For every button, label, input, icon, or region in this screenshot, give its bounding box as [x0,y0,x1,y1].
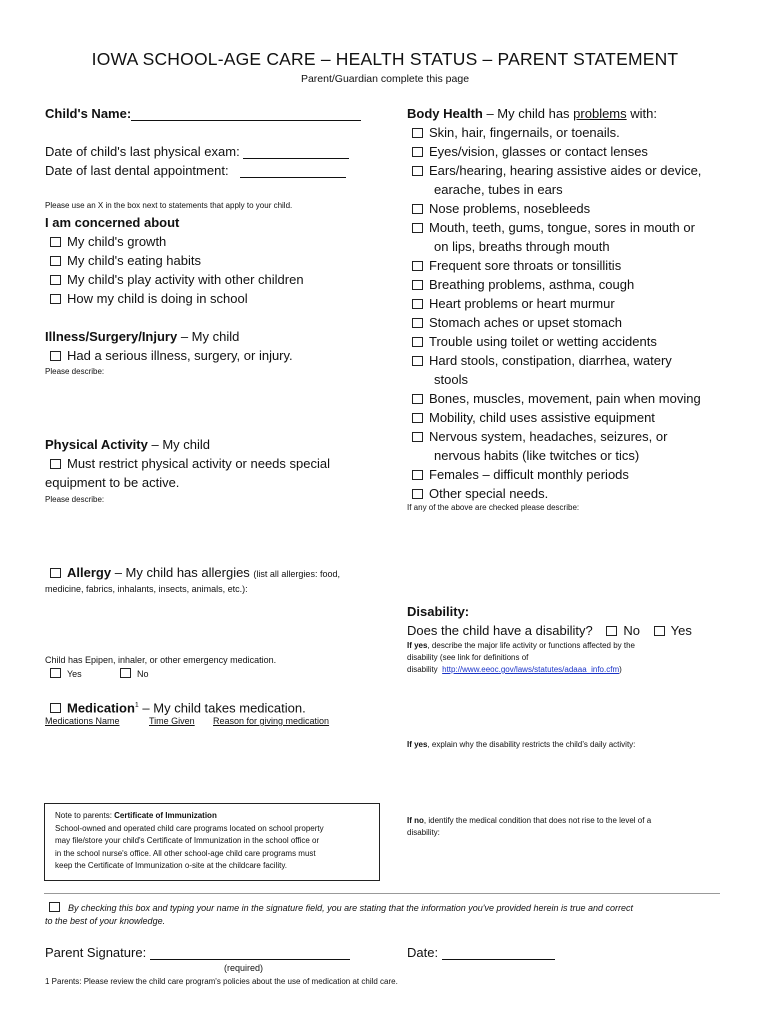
epipen-label: Child has Epipen, inhaler, or other emergency medication. [45,655,277,665]
body-health-checkbox[interactable] [412,413,423,423]
allergy-heading: Allergy [67,565,112,580]
body-health-checkbox[interactable] [412,204,423,214]
illness-describe-label: Please describe: [45,367,105,376]
med-col-name: Medications Name [45,716,120,726]
body-health-heading-row: Body Health – My child has problems with: [407,106,657,121]
body-health-checkbox[interactable] [412,489,423,499]
body-health-item: Trouble using toilet or wetting accidents [412,332,701,351]
med-col-reason: Reason for giving medication [213,716,330,726]
body-health-item: Heart problems or heart murmur [412,294,701,313]
epipen-no-option: No [120,668,149,681]
epipen-no-checkbox[interactable] [120,668,131,678]
body-health-item-continued: on lips, breaths through mouth [434,239,610,254]
medication-heading: Medication [67,700,135,716]
physical-exam-label: Date of child's last physical exam: [45,144,240,159]
body-health-item-continued: earache, tubes in ears [434,182,563,197]
page-subtitle: Parent/Guardian complete this page [300,73,470,85]
date-field[interactable] [442,946,555,960]
body-health-checkbox[interactable] [412,394,423,404]
allergy-checkbox[interactable] [50,568,61,578]
body-health-list [412,123,701,503]
physical-heading: Physical Activity [45,437,148,452]
concern-item: My child's play activity with other children [50,270,304,289]
med-col-time: Time Given [149,716,195,726]
dental-row [45,161,346,180]
dental-label: Date of last dental appointment: [45,163,229,178]
signature-row [45,943,350,962]
note-line: School-owned and operated child care programs located on school property [55,823,324,833]
attestation: By checking this box and typing your name in the signature field, you are stating that the information you've provided herein is true and correct to the best of your knowledge. [45,903,634,926]
concerned-heading: I am concerned about [45,215,180,230]
body-health-item-continued: stools [434,372,468,387]
childs-name-label: Child's Name: [45,106,132,121]
body-health-item: Nose problems, nosebleeds [412,199,701,218]
note-line: may file/store your child's Certificate of Immunization in the school office or [55,836,320,845]
concern-item: My child's eating habits [50,251,201,270]
epipen-yes-checkbox[interactable] [50,668,61,678]
body-health-item: Nervous system, headaches, seizures, or [412,427,701,446]
disability-heading: Disability: [407,604,470,619]
concern-item: How my child is doing in school [50,289,248,308]
body-health-checkbox[interactable] [412,261,423,271]
divider [44,893,720,894]
if-checked-describe: If any of the above are checked please describe: [407,503,580,512]
if-yes-explain: If yes, explain why the disability restricts the child’s daily activity: [407,740,636,749]
illness-item: Had a serious illness, surgery, or injury. [50,346,293,365]
physical-exam-row [45,142,349,161]
body-health-checkbox[interactable] [412,470,423,480]
signature-label: Parent Signature: [45,945,147,960]
childs-name-row [45,104,361,123]
physical-checkbox[interactable] [50,459,61,469]
required-note: (required) [224,963,264,973]
concern-growth-checkbox[interactable] [50,237,61,247]
note-title: Certificate of Immunization [114,811,217,820]
eeoc-link[interactable]: http://www.eeoc.gov/laws/statutes/adaaa_info.cfm [442,665,620,674]
body-health-checkbox[interactable] [412,356,423,366]
disability-question-row: Does the child have a disability? No Yes [407,623,692,638]
body-health-checkbox[interactable] [412,147,423,157]
childs-name-field[interactable] [131,107,361,121]
concern-school-checkbox[interactable] [50,294,61,304]
body-health-item: Frequent sore throats or tonsillitis [412,256,701,275]
footnote-ref: 1 [134,702,139,709]
body-health-checkbox[interactable] [412,128,423,138]
allergy-line2: medicine, fabrics, inhalants, insects, animals, etc.): [45,584,248,594]
body-health-item: Hard stools, constipation, diarrhea, watery [412,351,701,370]
physical-describe-label: Please describe: [45,495,105,504]
allergy-row: Allergy – My child has allergies (list all allergies: food, [50,563,340,584]
body-health-item: Skin, hair, fingernails, or toenails. [412,123,701,142]
body-health-item: Mouth, teeth, gums, tongue, sores in mouth or [412,218,701,237]
body-health-checkbox[interactable] [412,223,423,233]
footnote: 1 Parents: Please review the child care program's policies about the use of medication at child care. [45,977,398,986]
physical-item-line2: equipment to be active. [45,475,180,490]
body-health-checkbox[interactable] [412,166,423,176]
physical-heading-row: Physical Activity – My child [45,437,210,452]
date-row [407,943,555,962]
body-health-item: Breathing problems, asthma, cough [412,275,701,294]
illness-checkbox[interactable] [50,351,61,361]
body-health-item: Eyes/vision, glasses or contact lenses [412,142,701,161]
note-line: in the school nurse's office. All other school-age child care programs must [55,848,316,858]
if-no-identify: If no, identify the medical condition that does not rise to the level of a disability: [407,816,652,837]
body-health-checkbox[interactable] [412,337,423,347]
body-health-item-continued: nervous habits (like twitches or tics) [434,448,640,463]
illness-heading: Illness/Surgery/Injury [45,329,178,344]
note-line: keep the Certificate of Immunization o-site at the childcare facility. [55,861,287,870]
immunization-note: Note to parents: Certificate of Immunization School-owned and operated child care programs located on school property may file/store your child's Certificate of Immunization in the school office or in the school nurse's office. All other school-age child care programs must keep the Certificate of Immunization o-site at the childcare facility. [44,803,380,881]
epipen-yes-option: Yes [50,668,82,681]
body-health-checkbox[interactable] [412,318,423,328]
if-yes-describe: If yes, describe the major life activity or functions affected by the disability (see link for definitions of disability http://www.eeoc.gov/laws/statutes/adaaa_info.cfm) [407,641,635,674]
body-health-checkbox[interactable] [412,299,423,309]
body-health-item: Bones, muscles, movement, pain when moving [412,389,701,408]
page-title: IOWA SCHOOL-AGE CARE – HEALTH STATUS – PARENT STATEMENT [91,49,679,69]
body-health-item: Mobility, child uses assistive equipment [412,408,701,427]
disability-yes-checkbox[interactable] [654,626,665,636]
body-health-checkbox[interactable] [412,432,423,442]
disability-no-checkbox[interactable] [606,626,617,636]
body-health-item: Other special needs. [412,484,701,503]
physical-exam-field[interactable] [243,145,349,159]
concern-item: My child's growth [50,232,166,251]
concern-play-checkbox[interactable] [50,275,61,285]
date-label: Date: [407,945,439,960]
medication-checkbox[interactable] [50,703,61,713]
concern-eating-checkbox[interactable] [50,256,61,266]
body-health-heading: Body Health [407,106,483,121]
body-health-checkbox[interactable] [412,280,423,290]
body-health-item: Females – difficult monthly periods [412,465,701,484]
instruction-text: Please use an X in the box next to statements that apply to your child. [45,201,293,210]
medication-row: Medication$^1$ – My child takes medication. [50,696,306,717]
body-health-item: Stomach aches or upset stomach [412,313,701,332]
illness-heading-row: Illness/Surgery/Injury – My child [45,329,240,344]
physical-item: Must restrict physical activity or needs special [50,454,330,473]
dental-field[interactable] [240,164,346,178]
body-health-item: Ears/hearing, hearing assistive aides or device, [412,161,701,180]
attestation-checkbox[interactable] [49,902,60,912]
disability-question: Does the child have a disability? [407,623,593,638]
signature-field[interactable] [150,946,350,960]
